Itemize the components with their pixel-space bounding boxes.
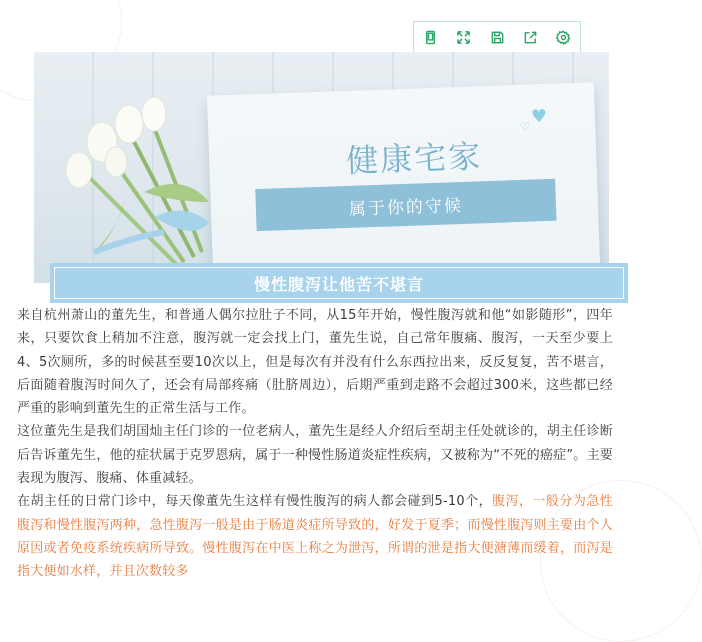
board-title: 健康宅家	[345, 137, 483, 180]
mobile-view-button[interactable]	[414, 22, 447, 52]
fullscreen-button[interactable]	[447, 22, 480, 52]
article-title-banner	[50, 263, 628, 303]
paragraph: 这位董先生是我们胡国灿主任门诊的一位老病人，董先生是经人介绍后至胡主任处就诊的，胡主任诊断后告诉董先生，他的症状属于克罗恩病，属于一种慢性肠道炎症性疾病，又被称为“不死的癌症”。主要表现为腹泻、腹痛、体重减轻。	[17, 424, 613, 487]
article-toolbar	[413, 21, 581, 53]
paragraph-text: 在胡主任的日常门诊中，每天像董先生这样有慢性腹泻的病人都会碰到5-10个，	[17, 494, 493, 510]
article-body	[17, 304, 613, 584]
settings-button[interactable]	[547, 22, 580, 52]
sign-board	[207, 82, 600, 277]
highlighted-text: 腹泻，一般分为急性腹泻和慢性腹泻两种，急性腹泻一般是由于肠道炎症所导致的，好发于夏季；而慢性腹泻则主要由个人原因或者免疫系统疾病所导致。慢性腹泻在中医上称之为泄泻，所谓的泄是指大便溏薄而缓着，而泻是指大便如水样，并且次数较多	[17, 494, 613, 580]
gear-icon	[556, 30, 571, 45]
hero-image	[34, 52, 609, 294]
tulip-bouquet-illustration	[34, 52, 234, 283]
share-icon	[523, 30, 538, 45]
save-button[interactable]	[480, 22, 513, 52]
paragraph: 来自杭州萧山的董先生，和普通人偶尔拉肚子不同，从15年开始，慢性腹泻就和他“如影随形”，四年来，只要饮食上稍加不注意，腹泻就一定会找上门，董先生说，自己常年腹痛、腹泻，一天至少要上4、5次厕所，多的时候甚至要10次以上，但是每次有并没有什么东西拉出来，反反复复，苦不堪言，后面随着腹泻时间久了，还会有局部疼痛（肚脐周边），后期严重到走路不会超过300米，这些都已经严重的影响到董先生的正常生活与工作。	[17, 308, 613, 417]
article-title: 慢性腹泻让他苦不堪言	[54, 267, 624, 299]
paragraph	[17, 490, 613, 583]
heart-icon: ♡	[520, 120, 531, 134]
ribbon-text: 属于你的守候	[348, 195, 464, 220]
save-icon	[490, 30, 505, 45]
ribbon	[255, 179, 556, 231]
expand-icon	[456, 30, 471, 45]
phone-icon	[423, 30, 438, 45]
share-button[interactable]	[514, 22, 547, 52]
heart-icon: ♥	[530, 105, 548, 128]
